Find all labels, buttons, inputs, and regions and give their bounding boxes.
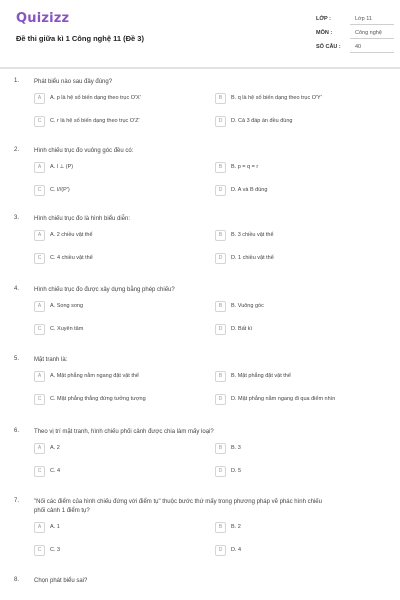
option-text: D. 4: [231, 547, 242, 553]
question-text: Hình chiếu trục đo vuông góc đều có:: [34, 148, 134, 154]
answer-option-c[interactable]: [34, 114, 204, 128]
option-text: D. Mặt phẳng nằm ngang đi qua điểm nhìn: [231, 396, 336, 402]
option-letter-box: A: [34, 162, 45, 173]
option-text: D. Bất kì: [231, 326, 253, 332]
option-text: A. 2: [50, 445, 60, 451]
question-number: 6.: [14, 428, 20, 434]
answer-option-b[interactable]: [215, 91, 385, 105]
option-letter-box: A: [34, 301, 45, 312]
answer-option-c[interactable]: [34, 464, 204, 478]
option-text: B. 2: [231, 524, 241, 530]
option-letter-box: B: [215, 301, 226, 312]
answer-option-a[interactable]: [34, 299, 204, 313]
option-text: C. l//(P'): [50, 187, 70, 193]
question-number: 1.: [14, 78, 20, 84]
option-letter-box: C: [34, 545, 45, 556]
option-text: C. r là hệ số biến dạng theo trục O'Z': [50, 118, 140, 124]
answer-option-c[interactable]: [34, 251, 204, 265]
option-letter-box: C: [34, 466, 45, 477]
option-letter-box: A: [34, 93, 45, 104]
answer-option-d[interactable]: [215, 114, 385, 128]
option-text: A. p là hệ số biến dạng theo trục O'X': [50, 95, 141, 101]
question-text: Theo vị trí mặt tranh, hình chiếu phối cảnh được chia làm mấy loại?: [34, 429, 214, 435]
answer-option-b[interactable]: [215, 520, 385, 534]
question-text: Hình chiếu trục đo là hình biểu diễn:: [34, 216, 131, 222]
question-number: 5.: [14, 356, 20, 362]
question-number: 7.: [14, 498, 20, 504]
question-text: "Nối các điểm của hình chiếu đứng với điểm tụ" thuộc bước thứ mấy trong phương pháp vẽ phác hình chiếu phối cảnh 1 điểm tụ?: [34, 499, 322, 514]
answer-option-d[interactable]: [215, 183, 385, 197]
answer-option-d[interactable]: [215, 543, 385, 557]
option-letter-box: D: [215, 185, 226, 196]
option-letter-box: D: [215, 394, 226, 405]
answer-option-b[interactable]: [215, 441, 385, 455]
option-letter-box: B: [215, 230, 226, 241]
question-text: Phát biểu nào sau đây đúng?: [34, 79, 113, 85]
option-text: B. 3 chiều vật thể: [231, 232, 274, 238]
option-text: D. A và B đúng: [231, 187, 268, 193]
meta-table: [316, 13, 394, 55]
answer-option-a[interactable]: [34, 520, 204, 534]
question-text: Hình chiếu trục đo được xây dựng bằng phép chiếu?: [34, 287, 175, 293]
option-letter-box: A: [34, 522, 45, 533]
question-number: 8.: [14, 577, 20, 583]
option-text: C. 4 chiều vật thể: [50, 255, 93, 261]
option-text: C. Xuyên tâm: [50, 326, 84, 332]
question-number: 4.: [14, 286, 20, 292]
option-letter-box: B: [215, 371, 226, 382]
option-text: A. Mặt phẳng nằm ngang đặt vật thể: [50, 373, 139, 379]
option-text: B. 3: [231, 445, 241, 451]
option-letter-box: D: [215, 116, 226, 127]
answer-option-d[interactable]: [215, 322, 385, 336]
option-letter-box: C: [34, 185, 45, 196]
option-letter-box: A: [34, 230, 45, 241]
meta-label: SỐ CÂU :: [316, 44, 341, 50]
option-letter-box: A: [34, 443, 45, 454]
meta-value: 40: [350, 41, 394, 53]
option-letter-box: A: [34, 371, 45, 382]
meta-row-count: [316, 41, 394, 55]
question-number: 3.: [14, 215, 20, 221]
answer-option-a[interactable]: [34, 441, 204, 455]
option-text: D. 5: [231, 468, 242, 474]
question-text: Mặt tranh là:: [34, 357, 68, 363]
option-text: A. l ⊥ (P): [50, 164, 74, 170]
option-text: A. 2 chiều vật thể: [50, 232, 93, 238]
answer-option-c[interactable]: [34, 322, 204, 336]
option-text: D. 1 chiều vật thể: [231, 255, 274, 261]
page-title: Đề thi giữa kì 1 Công nghệ 11 (Đề 3): [16, 34, 144, 43]
answer-option-c[interactable]: [34, 183, 204, 197]
question-number: 2.: [14, 147, 20, 153]
quizizz-logo: Quizizz: [16, 11, 70, 26]
option-letter-box: D: [215, 466, 226, 477]
meta-label: LỚP :: [316, 16, 331, 22]
option-letter-box: D: [215, 324, 226, 335]
meta-value: Công nghệ: [350, 27, 394, 39]
answer-option-b[interactable]: [215, 369, 385, 383]
header-divider: [0, 67, 400, 69]
option-text: B. Mặt phẳng đặt vật thể: [231, 373, 291, 379]
option-letter-box: B: [215, 522, 226, 533]
option-letter-box: C: [34, 116, 45, 127]
option-text: C. 3: [50, 547, 61, 553]
meta-label: MÔN :: [316, 30, 333, 36]
option-text: B. p = q = r: [231, 164, 259, 170]
option-text: D. Cả 3 đáp án đều đúng: [231, 118, 293, 124]
option-letter-box: C: [34, 324, 45, 335]
answer-option-d[interactable]: [215, 464, 385, 478]
option-letter-box: D: [215, 253, 226, 264]
answer-option-a[interactable]: [34, 369, 204, 383]
option-text: B. q là hệ số biến dạng theo trục O'Y': [231, 95, 322, 101]
answer-option-c[interactable]: [34, 392, 204, 406]
answer-option-d[interactable]: [215, 392, 385, 406]
question-text: Chọn phát biểu sai?: [34, 578, 88, 584]
option-text: A. Song song: [50, 303, 84, 309]
option-letter-box: B: [215, 443, 226, 454]
meta-row-class: [316, 13, 394, 27]
worksheet-header: [0, 0, 400, 68]
answer-option-a[interactable]: [34, 228, 204, 242]
option-text: A. 1: [50, 524, 60, 530]
option-text: B. Vuông góc: [231, 303, 264, 309]
option-letter-box: C: [34, 253, 45, 264]
option-letter-box: B: [215, 162, 226, 173]
answer-option-a[interactable]: [34, 91, 204, 105]
option-letter-box: B: [215, 93, 226, 104]
answer-option-b[interactable]: [215, 299, 385, 313]
meta-value: Lớp 11: [350, 13, 394, 25]
option-text: C. 4: [50, 468, 61, 474]
answer-option-a[interactable]: [34, 160, 204, 174]
answer-option-b[interactable]: [215, 160, 385, 174]
option-letter-box: D: [215, 545, 226, 556]
answer-option-d[interactable]: [215, 251, 385, 265]
meta-row-subject: [316, 27, 394, 41]
answer-option-c[interactable]: [34, 543, 204, 557]
option-letter-box: C: [34, 394, 45, 405]
answer-option-b[interactable]: [215, 228, 385, 242]
option-text: C. Mặt phẳng thẳng đứng tưởng tượng: [50, 396, 146, 402]
